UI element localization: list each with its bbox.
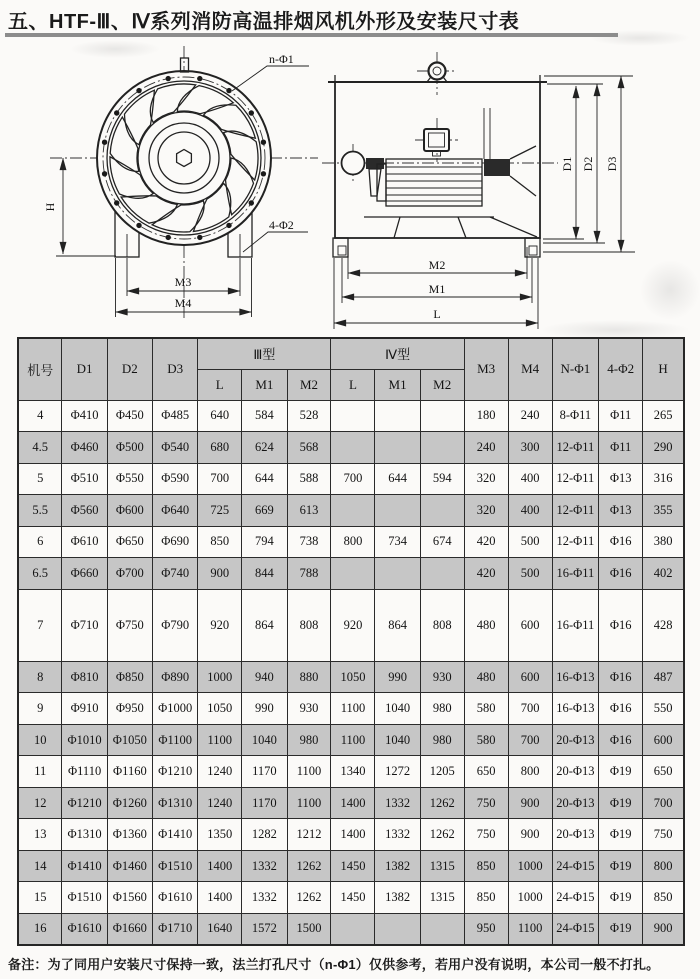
header-n-phi1: N-Φ1	[552, 338, 599, 400]
table-cell: 644	[375, 463, 420, 495]
table-cell: 930	[420, 661, 464, 693]
table-cell: 650	[643, 756, 684, 788]
table-cell: 734	[375, 526, 420, 558]
table-cell: 680	[198, 432, 242, 464]
table-cell: 1340	[331, 756, 375, 788]
table-cell: 6.5	[18, 558, 62, 590]
table-cell: Φ1560	[107, 882, 152, 914]
table-cell: Φ790	[153, 589, 198, 661]
table-cell: Φ1260	[107, 787, 152, 819]
table-row	[18, 724, 684, 756]
table-cell: 1640	[198, 913, 242, 945]
table-cell: 600	[643, 724, 684, 756]
header-m4: M4	[508, 338, 552, 400]
table-cell: 11	[18, 756, 62, 788]
table-cell: Φ510	[62, 463, 107, 495]
table-cell	[420, 432, 464, 464]
table-cell: 380	[643, 526, 684, 558]
table-cell: Φ11	[599, 400, 643, 432]
table-cell: Φ610	[62, 526, 107, 558]
table-cell: 1332	[375, 787, 420, 819]
table-cell: Φ1710	[153, 913, 198, 945]
table-cell: 850	[464, 882, 508, 914]
table-cell: 1000	[508, 882, 552, 914]
table-cell: 1205	[420, 756, 464, 788]
table-cell: 669	[242, 495, 287, 527]
table-cell: 1040	[375, 693, 420, 725]
table-cell: Φ700	[107, 558, 152, 590]
table-cell: 644	[242, 463, 287, 495]
table-cell: Φ19	[599, 882, 643, 914]
table-cell: 1240	[198, 787, 242, 819]
table-cell: 265	[643, 400, 684, 432]
table-cell: Φ740	[153, 558, 198, 590]
table-cell: 8	[18, 661, 62, 693]
table-cell: 4.5	[18, 432, 62, 464]
table-cell: 316	[643, 463, 684, 495]
table-cell: 16-Φ11	[552, 589, 599, 661]
table-cell: 402	[643, 558, 684, 590]
table-cell: 930	[287, 693, 331, 725]
header-iii-m2: M2	[287, 369, 331, 400]
table-row	[18, 882, 684, 914]
table-cell: 1262	[420, 819, 464, 851]
table-cell: 850	[643, 882, 684, 914]
table-cell: 1100	[508, 913, 552, 945]
label-4-phi2: 4-Φ2	[269, 218, 294, 232]
table-cell	[331, 400, 375, 432]
table-cell: Φ850	[107, 661, 152, 693]
table-cell: 808	[287, 589, 331, 661]
table-row	[18, 495, 684, 527]
table-cell: 1450	[331, 882, 375, 914]
table-cell	[420, 400, 464, 432]
table-cell: Φ710	[62, 589, 107, 661]
table-cell: 9	[18, 693, 62, 725]
table-cell: 900	[643, 913, 684, 945]
table-cell: 624	[242, 432, 287, 464]
table-cell: 1315	[420, 882, 464, 914]
table-cell: 1282	[242, 819, 287, 851]
table-row	[18, 400, 684, 432]
table-cell: 850	[464, 850, 508, 882]
table-cell: 1500	[287, 913, 331, 945]
table-cell: Φ1660	[107, 913, 152, 945]
table-cell: 880	[287, 661, 331, 693]
table-cell: Φ16	[599, 526, 643, 558]
table-cell: 1332	[242, 850, 287, 882]
table-cell: 920	[198, 589, 242, 661]
table-cell: 950	[464, 913, 508, 945]
table-cell: 613	[287, 495, 331, 527]
table-row	[18, 913, 684, 945]
table-cell	[375, 558, 420, 590]
table-cell: 13	[18, 819, 62, 851]
table-cell: 12	[18, 787, 62, 819]
technical-drawings	[0, 36, 700, 336]
table-cell: 1000	[198, 661, 242, 693]
table-cell: 650	[464, 756, 508, 788]
table-cell: 420	[464, 558, 508, 590]
table-cell: 1350	[198, 819, 242, 851]
table-row	[18, 558, 684, 590]
table-cell: 750	[464, 819, 508, 851]
table-cell: 12-Φ11	[552, 432, 599, 464]
table-cell: 1262	[420, 787, 464, 819]
table-cell: Φ600	[107, 495, 152, 527]
table-cell: 320	[464, 463, 508, 495]
header-d2: D2	[107, 338, 152, 400]
table-header	[18, 338, 684, 400]
table-cell	[375, 400, 420, 432]
table-cell: 864	[375, 589, 420, 661]
table-cell: 16	[18, 913, 62, 945]
table-cell: 1572	[242, 913, 287, 945]
table-row	[18, 787, 684, 819]
table-cell: Φ16	[599, 661, 643, 693]
table-cell: Φ750	[107, 589, 152, 661]
table-row	[18, 661, 684, 693]
table-cell: Φ450	[107, 400, 152, 432]
table-cell: 850	[198, 526, 242, 558]
table-cell: 1272	[375, 756, 420, 788]
table-cell: 8-Φ11	[552, 400, 599, 432]
table-cell: 980	[287, 724, 331, 756]
table-cell	[375, 913, 420, 945]
table-cell	[331, 913, 375, 945]
table-cell: Φ1210	[153, 756, 198, 788]
table-cell: Φ1360	[107, 819, 152, 851]
table-cell	[420, 913, 464, 945]
table-cell: 1100	[331, 693, 375, 725]
table-cell: 400	[508, 463, 552, 495]
table-cell: 794	[242, 526, 287, 558]
table-cell: 844	[242, 558, 287, 590]
table-cell: 355	[643, 495, 684, 527]
table-cell: 428	[643, 589, 684, 661]
table-cell: 16-Φ13	[552, 661, 599, 693]
table-cell: 290	[643, 432, 684, 464]
table-cell: Φ1510	[62, 882, 107, 914]
table-cell: 1212	[287, 819, 331, 851]
note-text: 备注：为了同用户安装尺寸保持一致，法兰打孔尺寸（n-Φ1）仅供参考，若用户没有说明，本公司一般不打扎。	[8, 957, 660, 972]
table-cell: 640	[198, 400, 242, 432]
table-cell: Φ1110	[62, 756, 107, 788]
table-cell: 15	[18, 882, 62, 914]
table-row	[18, 432, 684, 464]
table-cell: 1400	[331, 787, 375, 819]
table-cell: Φ660	[62, 558, 107, 590]
header-4-phi2: 4-Φ2	[599, 338, 643, 400]
table-cell: 487	[643, 661, 684, 693]
table-cell: Φ13	[599, 463, 643, 495]
table-cell: 420	[464, 526, 508, 558]
table-cell	[375, 432, 420, 464]
table-cell: 1262	[287, 850, 331, 882]
table-cell: 700	[643, 787, 684, 819]
label-l: L	[433, 307, 441, 321]
header-iii-m1: M1	[242, 369, 287, 400]
table-cell: 5	[18, 463, 62, 495]
front-view-drawing	[43, 46, 318, 318]
table-row	[18, 463, 684, 495]
table-cell: 808	[420, 589, 464, 661]
table-cell: Φ19	[599, 913, 643, 945]
table-cell	[420, 495, 464, 527]
label-h: H	[43, 202, 57, 212]
table-cell: 580	[464, 693, 508, 725]
table-cell: 480	[464, 589, 508, 661]
table-cell: 568	[287, 432, 331, 464]
table-cell: 1100	[287, 756, 331, 788]
table-cell: 920	[331, 589, 375, 661]
table-cell: 1400	[198, 882, 242, 914]
table-cell: 725	[198, 495, 242, 527]
table-cell: Φ1610	[62, 913, 107, 945]
table-cell: 400	[508, 495, 552, 527]
label-m3: M3	[174, 275, 192, 289]
table-cell: 700	[198, 463, 242, 495]
table-cell: Φ1050	[107, 724, 152, 756]
table-cell: 990	[375, 661, 420, 693]
table-cell: 24-Φ15	[552, 850, 599, 882]
label-m4: M4	[174, 296, 192, 310]
table-cell: 20-Φ13	[552, 756, 599, 788]
table-cell: 600	[508, 589, 552, 661]
table-cell: 16-Φ13	[552, 693, 599, 725]
table-cell: 500	[508, 526, 552, 558]
header-h: H	[643, 338, 684, 400]
table-cell: Φ16	[599, 693, 643, 725]
table-row	[18, 589, 684, 661]
table-cell: 1240	[198, 756, 242, 788]
page-title: 五、HTF-Ⅲ、Ⅳ系列消防高温排烟风机外形及安装尺寸表	[8, 11, 520, 33]
header-machine-no: 机号	[18, 338, 62, 400]
table-cell: 900	[508, 787, 552, 819]
table-cell: Φ1160	[107, 756, 152, 788]
table-cell: Φ1210	[62, 787, 107, 819]
header-type-iv: Ⅳ型	[331, 338, 464, 369]
table-cell: 594	[420, 463, 464, 495]
table-cell: Φ500	[107, 432, 152, 464]
table-cell: Φ1310	[153, 787, 198, 819]
header-d1: D1	[62, 338, 107, 400]
table-cell: 1382	[375, 850, 420, 882]
table-cell: 1332	[242, 882, 287, 914]
table-cell: Φ1460	[107, 850, 152, 882]
table-cell: 1050	[198, 693, 242, 725]
table-cell: Φ13	[599, 495, 643, 527]
table-cell: Φ640	[153, 495, 198, 527]
table-cell: 700	[508, 693, 552, 725]
table-cell: 990	[242, 693, 287, 725]
table-cell: 10	[18, 724, 62, 756]
table-cell	[420, 558, 464, 590]
table-cell: 800	[508, 756, 552, 788]
table-cell: 1450	[331, 850, 375, 882]
label-n-phi1: n-Φ1	[269, 52, 294, 66]
table-cell: Φ1000	[153, 693, 198, 725]
table-cell: Φ550	[107, 463, 152, 495]
table-cell: 12-Φ11	[552, 526, 599, 558]
table-cell: 674	[420, 526, 464, 558]
table-cell: 584	[242, 400, 287, 432]
table-cell: Φ1410	[62, 850, 107, 882]
table-cell: Φ16	[599, 589, 643, 661]
table-cell: 940	[242, 661, 287, 693]
table-cell: 180	[464, 400, 508, 432]
table-cell: 7	[18, 589, 62, 661]
table-cell: 550	[643, 693, 684, 725]
table-cell: Φ16	[599, 558, 643, 590]
table-cell: 1040	[375, 724, 420, 756]
label-d3: D3	[605, 156, 619, 172]
table-cell: Φ650	[107, 526, 152, 558]
table-cell: 20-Φ13	[552, 787, 599, 819]
table-cell: 588	[287, 463, 331, 495]
side-view-drawing	[322, 52, 635, 329]
table-cell: Φ19	[599, 819, 643, 851]
table-cell: 788	[287, 558, 331, 590]
table-cell: 1100	[198, 724, 242, 756]
table-cell: Φ1510	[153, 850, 198, 882]
table-cell: Φ1410	[153, 819, 198, 851]
table-cell: 1262	[287, 882, 331, 914]
table-cell: 900	[198, 558, 242, 590]
label-d2: D2	[581, 156, 595, 172]
table-cell: 1315	[420, 850, 464, 882]
table-row	[18, 693, 684, 725]
table-cell: 14	[18, 850, 62, 882]
table-cell: 900	[508, 819, 552, 851]
table-cell	[331, 495, 375, 527]
table-cell: 6	[18, 526, 62, 558]
table-cell: Φ910	[62, 693, 107, 725]
table-cell: Φ560	[62, 495, 107, 527]
table-cell: Φ485	[153, 400, 198, 432]
table-row	[18, 819, 684, 851]
table-body	[18, 400, 684, 945]
table-cell: 5.5	[18, 495, 62, 527]
table-cell: Φ460	[62, 432, 107, 464]
table-cell: 700	[331, 463, 375, 495]
label-m1: M1	[428, 282, 446, 296]
table-cell: 1000	[508, 850, 552, 882]
table-cell: 500	[508, 558, 552, 590]
table-cell: Φ540	[153, 432, 198, 464]
table-cell: 20-Φ13	[552, 724, 599, 756]
table-cell: Φ410	[62, 400, 107, 432]
table-cell: 20-Φ13	[552, 819, 599, 851]
label-m2: M2	[428, 258, 446, 272]
table-cell: 1332	[375, 819, 420, 851]
table-cell: 4	[18, 400, 62, 432]
table-cell: 1170	[242, 756, 287, 788]
table-cell: Φ19	[599, 787, 643, 819]
table-row	[18, 526, 684, 558]
table-cell: 528	[287, 400, 331, 432]
table-cell: 240	[508, 400, 552, 432]
header-type-iii: Ⅲ型	[198, 338, 331, 369]
table-cell: 12-Φ11	[552, 495, 599, 527]
table-cell: 980	[420, 693, 464, 725]
table-cell: 600	[508, 661, 552, 693]
table-cell: 1100	[331, 724, 375, 756]
table-cell	[375, 495, 420, 527]
table-cell: 800	[331, 526, 375, 558]
table-cell: 800	[643, 850, 684, 882]
table-cell: 16-Φ11	[552, 558, 599, 590]
table-cell: 24-Φ15	[552, 913, 599, 945]
table-cell: 1100	[287, 787, 331, 819]
table-cell: 1400	[198, 850, 242, 882]
table-cell: Φ19	[599, 850, 643, 882]
table-cell: 580	[464, 724, 508, 756]
table-cell: 1382	[375, 882, 420, 914]
table-cell: 480	[464, 661, 508, 693]
table-cell	[331, 558, 375, 590]
table-cell: Φ1010	[62, 724, 107, 756]
table-cell: 1170	[242, 787, 287, 819]
header-iv-m2: M2	[420, 369, 464, 400]
table-cell: 700	[508, 724, 552, 756]
table-cell: 1050	[331, 661, 375, 693]
table-cell: 750	[464, 787, 508, 819]
table-cell: Φ690	[153, 526, 198, 558]
table-cell: Φ1310	[62, 819, 107, 851]
table-cell: Φ590	[153, 463, 198, 495]
header-iv-m1: M1	[375, 369, 420, 400]
table-cell: 750	[643, 819, 684, 851]
table-cell: Φ890	[153, 661, 198, 693]
table-cell: 980	[420, 724, 464, 756]
table-cell: 1400	[331, 819, 375, 851]
table-cell: 1040	[242, 724, 287, 756]
table-cell: Φ810	[62, 661, 107, 693]
header-iii-l: L	[198, 369, 242, 400]
table-cell: Φ19	[599, 756, 643, 788]
table-cell: Φ1100	[153, 724, 198, 756]
table-cell: 240	[464, 432, 508, 464]
table-cell: 12-Φ11	[552, 463, 599, 495]
table-cell: Φ11	[599, 432, 643, 464]
table-row	[18, 756, 684, 788]
table-cell: Φ16	[599, 724, 643, 756]
table-cell: 300	[508, 432, 552, 464]
table-cell: Φ950	[107, 693, 152, 725]
header-m3: M3	[464, 338, 508, 400]
table-cell: 864	[242, 589, 287, 661]
table-cell: 738	[287, 526, 331, 558]
label-d1: D1	[560, 156, 574, 172]
table-row	[18, 850, 684, 882]
table-cell: 24-Φ15	[552, 882, 599, 914]
dimension-table	[17, 337, 685, 946]
header-iv-l: L	[331, 369, 375, 400]
table-cell: Φ1610	[153, 882, 198, 914]
table-cell	[331, 432, 375, 464]
header-d3: D3	[153, 338, 198, 400]
table-cell: 320	[464, 495, 508, 527]
